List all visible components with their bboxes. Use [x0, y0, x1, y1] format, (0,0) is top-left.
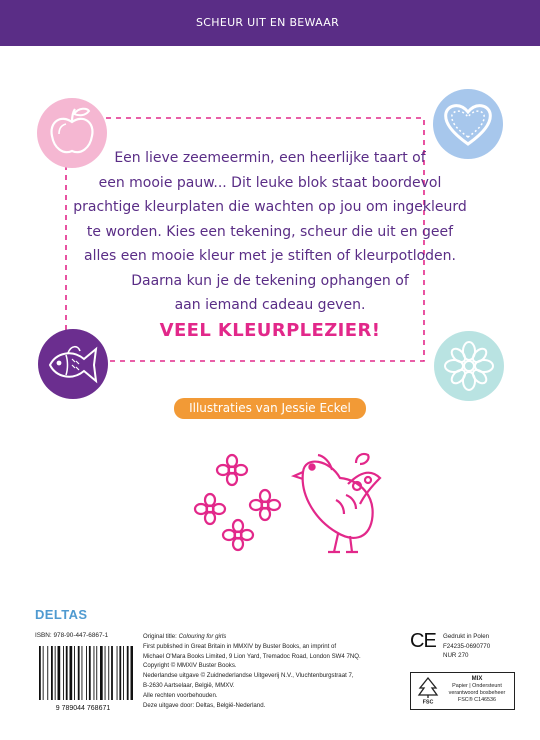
- imprint-line: Nederlandse uitgave © Zuidnederlandse Uitgeverij N.V., Vluchtenburgstraat 7,: [143, 672, 354, 680]
- barcode-digits: 9 789044 768671: [55, 705, 111, 712]
- blurb-line: te worden. Kies een tekening, scheur die uit en geef: [86, 223, 454, 240]
- fsc-desc2: verantwoord bosbeheer: [448, 690, 506, 696]
- illustrator-credit: Illustraties van Jessie Eckel: [174, 398, 366, 419]
- flower-icon: [223, 520, 253, 550]
- blurb-line: een mooie pauw... Dit leuke blok staat boordevol: [98, 174, 442, 191]
- blurb-line: aan iemand cadeau geven.: [174, 297, 366, 313]
- imprint-line: B-2630 Aartselaar, België, MMXV.: [143, 681, 235, 689]
- blurb-line: alles een mooie kleur met je stiften of kleurpotloden.: [83, 248, 456, 264]
- imprint-line: First published in Great Britain in MMXIV by Buster Books, an imprint of: [143, 642, 337, 650]
- blurb-line: prachtige kleurplaten die wachten op jou om ingekleurd: [73, 199, 467, 215]
- banner-label: SCHEUR UIT EN BEWAAR: [196, 16, 340, 29]
- print-code: F24235-0690770: [443, 642, 491, 650]
- print-country: Gedrukt in Polen: [443, 633, 490, 640]
- imprint-line: Michael O'Mara Books Limited, 9 Lion Yard, Tremadoc Road, London SW4 7NQ.: [143, 652, 361, 660]
- ce-mark: CE: [410, 630, 436, 652]
- isbn-label: ISBN: 978-90-447-6867-1: [35, 632, 109, 639]
- bird-icon: [294, 454, 380, 552]
- flower-icon: [217, 455, 247, 485]
- print-info: [443, 632, 490, 661]
- fsc-mix: MIX: [471, 676, 483, 682]
- blurb-line: Daarna kun je de tekening ophangen of: [131, 272, 409, 289]
- flower-icon: [195, 494, 225, 524]
- slogan: VEEL KLEURPLEZIER!: [159, 320, 381, 341]
- imprint-line: Copyright © MMXIV Buster Books.: [143, 662, 237, 670]
- fsc-code: FSC® C146536: [457, 697, 497, 703]
- imprint-line: Original title: Colouring for girls: [143, 633, 227, 640]
- publisher-logo: DELTAS: [35, 607, 88, 622]
- fsc-desc1: Papier | Ondersteunt: [452, 683, 502, 689]
- imprint-line: Deze uitgave door: Deltas, België-Nederland.: [143, 701, 266, 709]
- imprint-text: [143, 632, 413, 710]
- flower-icon: [250, 490, 280, 520]
- barcode: [33, 642, 133, 712]
- fsc-tree-icon: [416, 676, 440, 704]
- fsc-label: [410, 672, 515, 710]
- svg-text:FSC: FSC: [422, 699, 434, 704]
- imprint-line: Alle rechten voorbehouden.: [143, 691, 218, 699]
- nur-code: NUR 270: [443, 652, 469, 660]
- blurb-line: Een lieve zeemeermin, een heerlijke taart of: [114, 150, 426, 166]
